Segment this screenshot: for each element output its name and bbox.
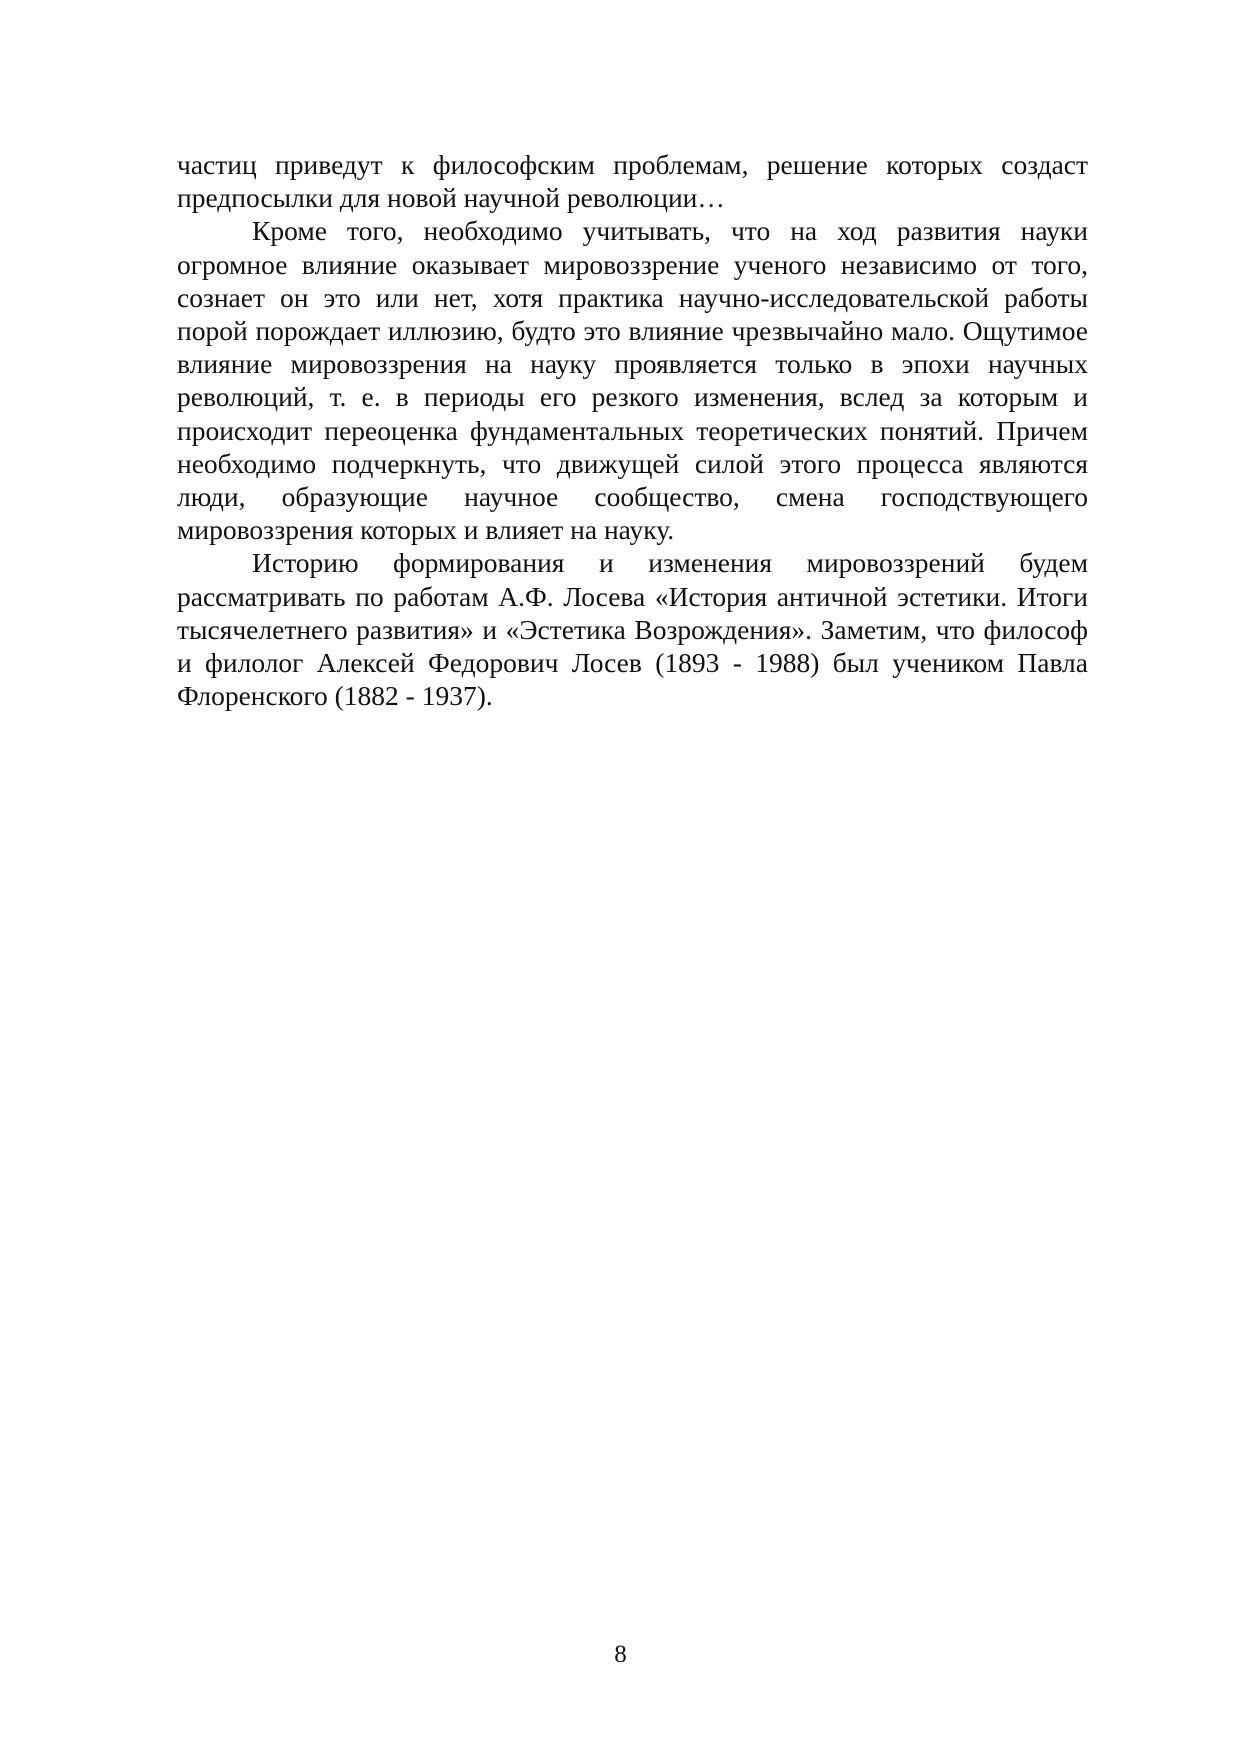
paragraph-continuation: частиц приведут к философским проблемам, решение которых создаст предпосылки для новой научной революции… xyxy=(177,149,1088,214)
body-text xyxy=(177,148,1088,712)
paragraph-losev-works: Историю формирования и изменения мировоззрений будем рассматривать по работам А.Ф. Лосева «История античной эстетики. Итоги тысячелетнего развития» и «Эстетика Возрождения». Заметим, что философ и филолог Алексей Федорович Лосев (1893 - 1988) был учеником Павла Флоренского (1882 - 1937). xyxy=(177,547,1088,712)
paragraph-worldview-influence: Кроме того, необходимо учитывать, что на ход развития науки огромное влияние оказывает мировоззрение ученого независимо от того, сознает он это или нет, хотя практика научно-исследовательской работы порой порождает иллюзию, будто это влияние чрезвычайно мало. Ощутимое влияние мировоззрения на науку проявляется только в эпохи научных революций, т. е. в периоды его резкого изменения, вслед за которым и происходит переоценка фундаментальных теоретических понятий. Причем необходимо подчеркнуть, что движущей силой этого процесса являются люди, образующие научное сообщество, смена господствующего мировоззрения которых и влияет на науку. xyxy=(177,215,1088,546)
page-number: 8 xyxy=(614,1641,627,1668)
